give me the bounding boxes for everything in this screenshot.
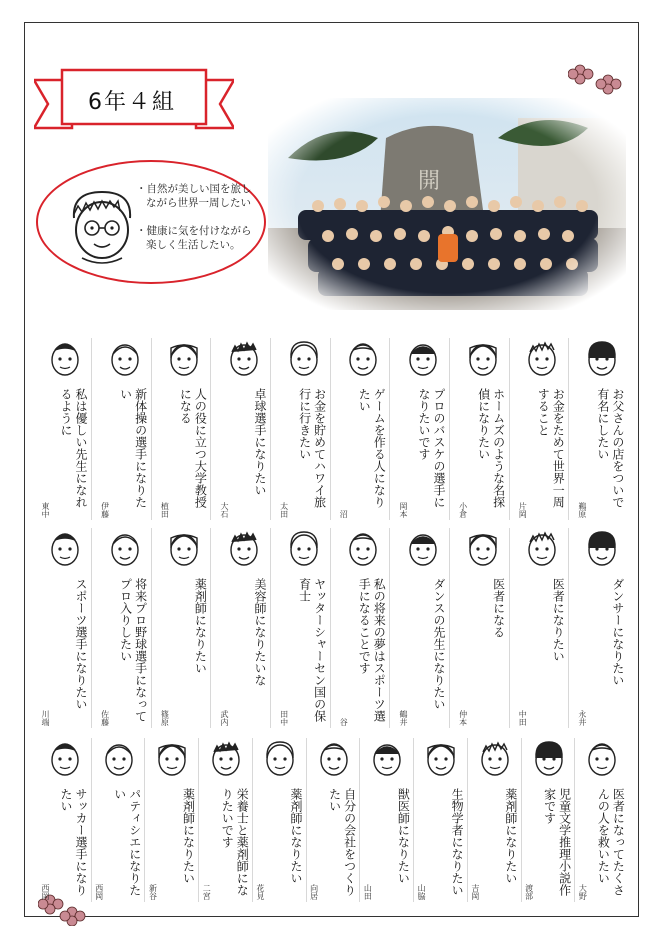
student-card (522, 738, 576, 902)
student-dream: 自分の会社をつくりたい (327, 788, 357, 896)
student-face-drawing (166, 528, 202, 572)
student-dream: 卓球選手になりたい (252, 388, 267, 496)
student-card (396, 338, 450, 520)
student-face-drawing (531, 738, 567, 782)
class-photo (268, 98, 626, 310)
student-dream: 獣医師になりたい (396, 788, 411, 884)
student-card (253, 738, 307, 902)
student-name: 向居 (309, 884, 319, 900)
student-name: 鶴井 (398, 710, 408, 726)
student-card (336, 528, 390, 728)
student-card (414, 738, 468, 902)
student-name: 川端 (41, 710, 50, 726)
teacher-goal-1: ・ 自然が美しい国を旅しながら世界一周したい (146, 182, 258, 210)
student-card (145, 738, 199, 902)
student-dream: 医者になりたい (551, 578, 566, 662)
student-name: 大石 (219, 502, 229, 518)
student-card (98, 338, 152, 520)
student-face-drawing (286, 528, 322, 572)
student-face-drawing (226, 338, 262, 382)
student-name: 西岡 (94, 884, 104, 900)
teacher-face-drawing (60, 184, 144, 268)
class-title: 6年４組 (88, 89, 176, 115)
student-name: 二宮 (202, 884, 212, 900)
student-card (515, 528, 569, 728)
student-card (307, 738, 361, 902)
student-name: 新谷 (148, 884, 158, 900)
student-face-drawing (405, 528, 441, 572)
student-dream: 栄養士と薬剤師になりたいです (220, 788, 250, 896)
student-name: 武内 (219, 710, 229, 726)
student-card (38, 738, 92, 902)
student-card (456, 338, 510, 520)
student-name: 谷 (339, 718, 349, 726)
dream-row-1 (38, 338, 628, 520)
student-dream: 人の役に立つ大学教授になる (178, 388, 208, 508)
student-card (396, 528, 450, 728)
dream-row-3 (38, 738, 628, 902)
student-card (468, 738, 522, 902)
student-dream: サッカー選手になりたい (59, 788, 88, 896)
student-card (157, 528, 211, 728)
student-name: 吉岡 (470, 884, 480, 900)
student-name: 篠原 (160, 710, 170, 726)
student-card (98, 528, 152, 728)
student-dream: お父さんの店をついで有名にしたい (595, 388, 625, 508)
student-dream: 美容師になりたいな (252, 578, 267, 686)
student-card (575, 528, 628, 728)
student-face-drawing (107, 528, 143, 572)
student-dream: プロのバスケの選手になりたいです (416, 388, 446, 508)
student-name: 沼 (339, 510, 349, 518)
student-face-drawing (47, 338, 83, 382)
student-card (38, 528, 92, 728)
student-face-drawing (465, 338, 501, 382)
student-dream: ヤッターシャーセン国の保育士 (297, 578, 327, 722)
student-dream: 私は優しい先生になれるように (59, 388, 88, 508)
student-name: 花見 (255, 884, 265, 900)
student-dream: お金をためて世界一周すること (536, 388, 566, 508)
student-name: 鵜原 (577, 502, 587, 518)
student-face-drawing (345, 528, 381, 572)
student-name: 山田 (363, 884, 373, 900)
student-card (217, 528, 271, 728)
student-name: 東中 (41, 502, 50, 518)
student-name: 佐藤 (100, 710, 110, 726)
student-face-drawing (584, 528, 620, 572)
student-dream: 将来プロ野球選手になってプロ入りしたい (118, 578, 148, 722)
student-face-drawing (226, 528, 262, 572)
student-name: 小倉 (458, 502, 468, 518)
student-name: 中田 (518, 710, 528, 726)
student-face-drawing (524, 338, 560, 382)
student-face-drawing (524, 528, 560, 572)
student-dream: パティシエになりたい (112, 788, 142, 896)
student-face-drawing (316, 738, 352, 782)
student-face-drawing (465, 528, 501, 572)
student-card (575, 738, 628, 902)
student-name: 太田 (279, 502, 289, 518)
student-face-drawing (423, 738, 459, 782)
student-face-drawing (345, 338, 381, 382)
student-face-drawing (154, 738, 190, 782)
student-face-drawing (47, 738, 83, 782)
student-name: 片岡 (518, 502, 528, 518)
student-card (217, 338, 271, 520)
student-name: 大野 (578, 884, 588, 900)
flower-icon (568, 62, 626, 96)
student-card (360, 738, 414, 902)
student-face-drawing (405, 338, 441, 382)
student-card (456, 528, 510, 728)
student-dream: ホームズのような名探偵になりたい (476, 388, 506, 508)
student-card (92, 738, 146, 902)
student-card (157, 338, 211, 520)
student-name: 西岡 (41, 884, 50, 900)
student-face-drawing (369, 738, 405, 782)
student-dream: 薬剤師になりたい (193, 578, 208, 674)
student-dream: 医者になってたくさんの人を救いたい (596, 788, 626, 896)
student-face-drawing (208, 738, 244, 782)
student-face-drawing (166, 338, 202, 382)
student-dream: 医者になる (491, 578, 506, 638)
student-dream: 新体操の選手になりたい (118, 388, 148, 508)
student-name: 田中 (279, 710, 289, 726)
student-dream: ダンサーになりたい (610, 578, 625, 686)
student-dream: ダンスの先生になりたい (431, 578, 446, 710)
student-dream: お金を貯めてハワイ旅行に行きたい (297, 388, 327, 508)
student-dream: 薬剤師になりたい (288, 788, 303, 884)
student-face-drawing (584, 738, 620, 782)
student-card (515, 338, 569, 520)
student-name: 植田 (160, 502, 170, 518)
teacher-profile (36, 160, 266, 284)
student-face-drawing (101, 738, 137, 782)
student-card (199, 738, 253, 902)
student-card (277, 338, 331, 520)
student-dream: 生物学者になりたい (450, 788, 465, 896)
student-dream: 薬剤師になりたい (181, 788, 196, 884)
dream-row-2 (38, 528, 628, 728)
student-name: 伊藤 (100, 502, 110, 518)
student-face-drawing (477, 738, 513, 782)
student-dream: スポーツ選手になりたい (74, 578, 88, 710)
teacher-goal-2: ・ 健康に気を付けながら楽しく生活したい。 (146, 224, 258, 252)
student-dream: 児童文学推理小説作家です (542, 788, 572, 896)
student-name: 永井 (577, 710, 587, 726)
student-name: 仲本 (458, 710, 468, 726)
student-card (38, 338, 92, 520)
student-card (277, 528, 331, 728)
student-card (575, 338, 628, 520)
student-face-drawing (584, 338, 620, 382)
student-card (336, 338, 390, 520)
student-name: 山脇 (417, 884, 427, 900)
student-face-drawing (262, 738, 298, 782)
student-name: 岡本 (398, 502, 408, 518)
student-face-drawing (286, 338, 322, 382)
student-dream: ゲームを作る人になりたい (357, 388, 387, 508)
student-face-drawing (107, 338, 143, 382)
student-name: 渡部 (524, 884, 534, 900)
student-dream: 私の将来の夢はスポーツ選手になることです (357, 578, 387, 722)
student-dream: 薬剤師になりたい (503, 788, 518, 884)
student-face-drawing (47, 528, 83, 572)
